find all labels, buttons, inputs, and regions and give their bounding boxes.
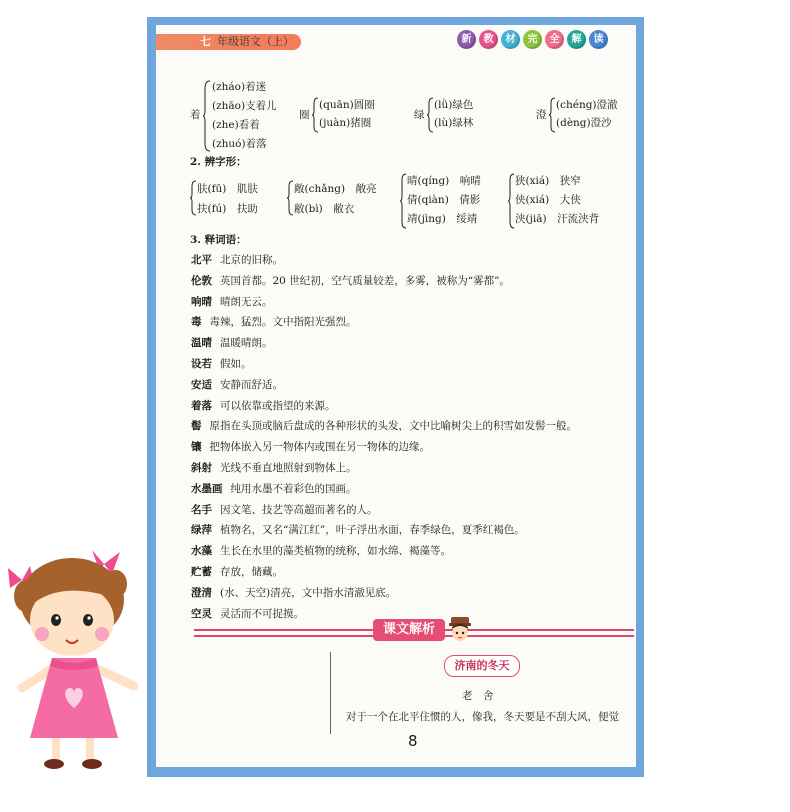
header-grade: 七 (200, 35, 211, 48)
glyph-pair: 扶(fú) 扶助 (197, 203, 258, 215)
definition-item (191, 295, 273, 309)
girl-mascot-icon (0, 540, 160, 780)
polyphone-char-lu: 绿 (414, 109, 425, 121)
badge-jie: 解 (567, 30, 586, 49)
definition-term: 北平 (191, 254, 212, 266)
brace-icon (312, 97, 319, 133)
definition-item (191, 419, 577, 433)
header-subject: 年级语文（上） (217, 35, 294, 48)
definition-item (191, 461, 357, 475)
definition-term: 澄清 (191, 586, 212, 599)
body-first-line: 对于一个在北平住惯的人，像我，冬天要是不刮大风，便觉 (346, 711, 619, 723)
divider-line (330, 652, 331, 734)
definition-term: 安适 (191, 378, 212, 391)
definition-term: 镶 (191, 441, 202, 454)
definition-text: 晴朗无云。 (220, 295, 273, 308)
definition-item (191, 586, 396, 600)
glyph-pair: 侠(xiá) 大侠 (515, 194, 581, 206)
definition-text: 把物体嵌入另一物体内或围在另一物体的边缘。 (209, 441, 430, 454)
brace-icon (427, 97, 434, 133)
definition-term: 空灵 (191, 607, 212, 620)
badge-quan: 全 (545, 30, 564, 49)
definition-term: 斜射 (191, 462, 212, 474)
book-page (156, 25, 636, 767)
polyphone-item: (juàn)猪圈 (319, 117, 372, 129)
badge-jiao: 教 (479, 30, 498, 49)
polyphone-item: (quān)圆圈 (319, 99, 375, 111)
definition-text: (水、天空)清亮，文中指水清澈见底。 (220, 586, 397, 599)
definition-term: 温晴 (191, 337, 212, 350)
definition-text: 假如。 (220, 358, 252, 370)
definition-text: 温暖晴朗。 (220, 337, 273, 350)
definition-text: 英国首都。20 世纪初，空气质量较差，多雾，被称为“雾都”。 (220, 274, 510, 287)
definition-item (191, 544, 451, 558)
brace-icon (190, 180, 197, 216)
definition-text: 安静而舒适。 (220, 378, 283, 391)
polyphone-item: (zháo)着迷 (212, 81, 267, 93)
badge-wan: 完 (523, 30, 542, 49)
definition-text: 原指在头顶或脑后盘成的各种形状的头发，文中比喻树尖上的积雪如发髻一般。 (209, 420, 577, 433)
definition-item (191, 357, 252, 371)
definition-term: 响晴 (191, 295, 212, 308)
section-title: 2. 辨字形： (190, 156, 247, 168)
brace-icon (508, 173, 515, 229)
definition-item (191, 482, 357, 496)
definition-text: 存放，储藏。 (220, 566, 283, 578)
definition-item (191, 503, 378, 517)
polyphone-item: (lǜ)绿色 (434, 99, 474, 111)
page-number: 8 (408, 732, 418, 750)
brace-icon (400, 173, 407, 229)
definition-item (191, 565, 283, 579)
author-name: 老 舍 (462, 690, 494, 702)
header-title (200, 35, 294, 49)
polyphone-item: (chéng)澄澈 (556, 99, 618, 111)
glyph-pair: 倩(qiàn) 倩影 (407, 194, 481, 206)
polyphone-item: (dèng)澄沙 (556, 117, 612, 129)
definition-text: 毒辣，猛烈。文中指阳光强烈。 (209, 316, 357, 329)
polyphone-char-cheng: 澄 (536, 109, 547, 121)
mascot-icon (448, 615, 472, 643)
definition-text: 因文笔、技艺等高超而著名的人。 (220, 503, 378, 516)
badge-xin: 新 (457, 30, 476, 49)
definition-term: 设若 (191, 358, 212, 370)
glyph-pair: 靖(jìng) 绥靖 (407, 213, 478, 225)
definition-term: 水墨画 (191, 482, 223, 495)
definition-item (191, 378, 283, 392)
glyph-pair: 晴(qíng) 响晴 (407, 175, 481, 187)
definition-term: 着落 (191, 399, 212, 412)
definition-item (191, 607, 304, 621)
definition-item (191, 253, 283, 267)
polyphone-item: (zhuó)着落 (212, 138, 267, 150)
definition-term: 名手 (191, 503, 212, 516)
definition-term: 伦敦 (191, 274, 212, 287)
definition-text: 灵活而不可捉摸。 (220, 607, 304, 620)
glyph-pair: 肤(fū) 肌肤 (197, 183, 258, 195)
definition-item (191, 336, 273, 350)
brace-icon (287, 180, 294, 216)
section-title: 3. 释词语： (190, 234, 247, 246)
header-badges (457, 30, 608, 49)
badge-du: 读 (589, 30, 608, 49)
definition-text: 纯用水墨不着彩色的国画。 (230, 482, 357, 495)
brace-icon (203, 80, 211, 152)
definition-text: 光线不垂直地照射到物体上。 (220, 462, 357, 474)
polyphone-char-quan: 圈 (299, 109, 310, 121)
polyphone-char-zhao: 着 (190, 109, 201, 121)
definition-term: 髻 (191, 420, 202, 433)
definition-text: 生长在水里的藻类植物的统称，如水绵、褐藻等。 (220, 545, 451, 558)
definition-term: 毒 (191, 316, 202, 329)
glyph-pair: 浃(jiā) 汗流浃背 (515, 213, 600, 225)
glyph-pair: 狭(xiá) 狭窄 (515, 175, 581, 187)
polyphone-item: (zhāo)支着儿 (212, 100, 277, 112)
definition-item (191, 440, 430, 454)
definition-item (191, 274, 510, 288)
definition-term: 水藻 (191, 545, 212, 558)
definition-text: 可以依靠或指望的来源。 (220, 399, 336, 412)
definition-item (191, 523, 525, 537)
definition-term: 绿萍 (191, 524, 212, 537)
definition-text: 植物名，又名“满江红”，叶子浮出水面，春季绿色，夏季红褐色。 (220, 524, 525, 537)
glyph-pair: 敝(bì) 敝衣 (294, 203, 355, 215)
story-title: 济南的冬天 (444, 655, 520, 677)
definition-item (191, 399, 336, 413)
definition-term: 贮蓄 (191, 566, 212, 578)
analysis-banner: 课文解析 (373, 619, 445, 641)
definition-text: 北京的旧称。 (220, 254, 283, 266)
glyph-pair: 敞(chǎng) 敞亮 (294, 183, 377, 195)
definition-item (191, 315, 357, 329)
polyphone-item: (lù)绿林 (434, 117, 474, 129)
badge-cai: 材 (501, 30, 520, 49)
polyphone-item: (zhe)看着 (212, 119, 260, 131)
brace-icon (549, 97, 556, 133)
